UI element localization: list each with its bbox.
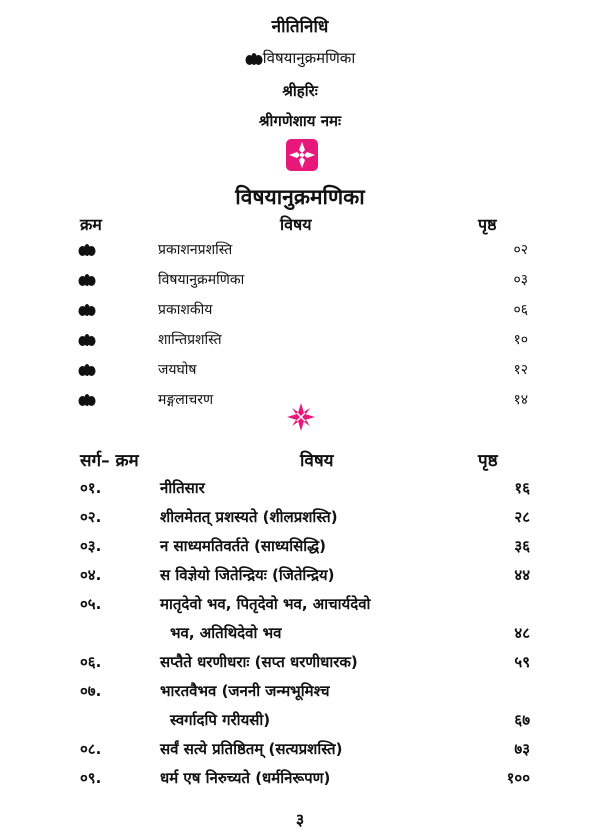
chapters-list: [80, 476, 530, 795]
index-label-row: [0, 48, 600, 68]
chapter-number: ०३.: [80, 537, 102, 555]
lotus-icon: [78, 364, 96, 380]
prelim-row: [78, 238, 528, 268]
prelim-row: [78, 358, 528, 388]
chapter-number: ०८.: [80, 740, 102, 758]
prelims-list: [78, 238, 528, 418]
prelim-page: १०: [513, 332, 528, 348]
prelim-page: ०२: [513, 242, 528, 258]
chapter-subject-line: सर्वं सत्ये प्रतिष्ठितम् (सत्यप्रशस्ति): [160, 740, 343, 758]
lotus-icon: [245, 53, 263, 65]
chapter-row: [80, 534, 530, 563]
invocation-1: श्रीहरिः: [282, 82, 318, 100]
chapter-number: ०५.: [80, 595, 102, 613]
chapter-row: [80, 737, 530, 766]
chapter-subject-line: धर्म एष निरुच्यते (धर्मनिरूपण): [160, 769, 331, 787]
chapter-number: ०६.: [80, 653, 102, 671]
chapter-number: ०४.: [80, 566, 102, 584]
lotus-icon: [78, 304, 96, 320]
prelim-subject: प्रकाशकीय: [158, 302, 213, 318]
lotus-icon: [78, 394, 96, 410]
prelims-col-subject: विषय: [280, 215, 312, 234]
ornament-icon: [284, 137, 320, 173]
prelim-page: १४: [513, 392, 528, 408]
chapter-page: १६: [514, 479, 530, 497]
prelim-subject: शान्तिप्रशस्ति: [158, 332, 222, 348]
chapter-page: २८: [514, 508, 530, 526]
chapters-col-page: पृष्ठ: [478, 451, 498, 471]
prelim-row: [78, 298, 528, 328]
chapter-subject-line: स विज्ञेयो जितेन्द्रियः (जितेन्द्रिय): [160, 566, 335, 584]
prelims-col-page: पृष्ठ: [478, 215, 497, 234]
prelim-subject: जयघोष: [158, 362, 197, 378]
prelim-row: [78, 328, 528, 358]
prelim-page: १२: [513, 362, 528, 378]
prelim-subject: मङ्गलाचरण: [158, 392, 214, 408]
chapter-row: [80, 476, 530, 505]
chapter-number: ०१.: [80, 479, 102, 497]
lotus-icon: [78, 334, 96, 350]
prelim-row: [78, 268, 528, 298]
invocation-2: श्रीगणेशाय नमः: [258, 112, 342, 130]
chapter-page: ५९: [514, 653, 530, 671]
prelim-subject: प्रकाशनप्रशस्ति: [158, 242, 233, 258]
chapter-row: [80, 505, 530, 534]
chapter-row: [80, 650, 530, 679]
lotus-icon: [78, 274, 96, 290]
prelim-page: ०६: [513, 302, 528, 318]
chapter-page: ७३: [514, 740, 530, 758]
chapter-subject-line: सप्तैते धरणीधराः (सप्त धरणीधारक): [160, 653, 358, 671]
chapter-number: ०७.: [80, 682, 102, 700]
chapter-page: ४८: [514, 624, 530, 642]
chapter-number: ०२.: [80, 508, 102, 526]
chapter-subject-line: भव, अतिथिदेवो भव: [170, 624, 282, 642]
chapter-page: १००: [506, 769, 530, 787]
chapter-row: [80, 679, 530, 737]
star-ornament-icon: [286, 402, 316, 432]
chapters-col-subject: विषय: [300, 451, 334, 471]
chapters-col-order: सर्ग– क्रम: [80, 451, 139, 471]
chapter-subject-line: नीतिसार: [160, 479, 205, 497]
chapter-subject-line: न साध्यमतिवर्तते (साध्यसिद्धि): [160, 537, 326, 555]
prelim-subject: विषयानुक्रमणिका: [158, 272, 245, 288]
chapter-subject-line: भारतवैभव (जननी जन्मभूमिश्च: [160, 682, 330, 700]
prelim-page: ०३: [513, 272, 528, 288]
chapter-page: ६७: [514, 711, 530, 729]
chapter-row: [80, 766, 530, 795]
toc-title: विषयानुक्रमणिका: [235, 185, 365, 209]
chapter-row: [80, 563, 530, 592]
prelims-col-order: क्रम: [80, 215, 102, 234]
chapter-page: ४४: [514, 566, 530, 584]
chapter-subject-line: स्वर्गादपि गरीयसी): [170, 711, 271, 729]
chapter-subject-line: मातृदेवो भव, पितृदेवो भव, आचार्यदेवो: [160, 595, 371, 613]
page-number: ३: [295, 810, 305, 829]
chapter-row: [80, 592, 530, 650]
lotus-icon: [78, 244, 96, 260]
chapter-subject-line: शीलमेतत् प्रशस्यते (शीलप्रशस्ति): [160, 508, 338, 526]
index-label: विषयानुक्रमणिका: [262, 49, 356, 67]
chapter-page: ३६: [514, 537, 530, 555]
book-title: नीतिनिधि: [271, 17, 329, 37]
chapter-number: ०९.: [80, 769, 102, 787]
